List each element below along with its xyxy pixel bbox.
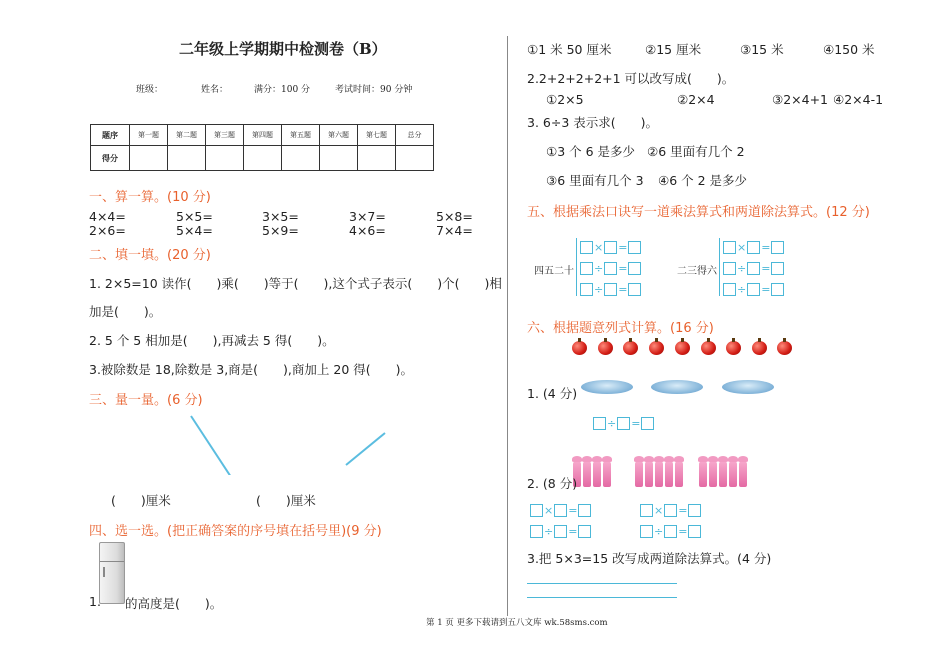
- vase-image: [709, 461, 717, 487]
- calc-item: 4×4=: [89, 209, 126, 224]
- choose-q1-option: ④150 米: [823, 42, 875, 57]
- answer-box[interactable]: [628, 241, 641, 254]
- plate-image: [722, 380, 774, 394]
- score-cell[interactable]: [130, 146, 168, 171]
- choose-q3-option: ①3 个 6 是多少: [546, 144, 636, 159]
- answer-box[interactable]: [593, 417, 606, 430]
- vase-image: [635, 461, 643, 487]
- answer-box[interactable]: [628, 283, 641, 296]
- score-header-cell: 第五题: [282, 125, 320, 146]
- footer: 第 1 页 更多下载请到五八文库 wk.58sms.com: [426, 618, 608, 628]
- answer-box[interactable]: [640, 525, 653, 538]
- calc-item: 4×6=: [349, 223, 386, 238]
- equation-divide: ÷ =: [640, 524, 701, 538]
- answer-box[interactable]: [641, 417, 654, 430]
- score-cell[interactable]: [358, 146, 396, 171]
- answer-box[interactable]: [578, 525, 591, 538]
- choose-q1-text: 的高度是( )。: [125, 596, 223, 611]
- answer-box[interactable]: [580, 283, 593, 296]
- equation-divide: ÷ =: [580, 261, 641, 275]
- score-header-cell: 第六题: [320, 125, 358, 146]
- measure-line-2: [346, 433, 385, 465]
- bracket: [576, 238, 577, 296]
- answer-box[interactable]: [664, 525, 677, 538]
- choose-q2-option: ②2×4: [677, 92, 715, 107]
- equation-multiply: × =: [580, 240, 641, 254]
- choose-q2-option: ①2×5: [546, 92, 584, 107]
- section-5-title: 五、根据乘法口诀写一道乘法算式和两道除法算式。(12 分): [527, 205, 870, 220]
- name-label: 姓名：: [201, 85, 229, 95]
- answer-box[interactable]: [771, 241, 784, 254]
- answer-box[interactable]: [554, 504, 567, 517]
- answer-box[interactable]: [604, 283, 617, 296]
- score-cell[interactable]: [206, 146, 244, 171]
- plate-image: [581, 380, 633, 394]
- answer-line[interactable]: [527, 597, 677, 598]
- score-header-cell: 题序: [91, 125, 130, 146]
- vase-image: [729, 461, 737, 487]
- choose-q3-option: ②6 里面有几个 2: [647, 144, 745, 159]
- q6-1-label: 1. (4 分): [527, 386, 578, 401]
- rhyme-1: 四五二十: [534, 266, 574, 277]
- vase-image: [665, 461, 673, 487]
- choose-q3-option: ④6 个 2 是多少: [658, 173, 748, 188]
- score-row-label: 得分: [91, 146, 130, 171]
- answer-box[interactable]: [688, 504, 701, 517]
- answer-box[interactable]: [580, 262, 593, 275]
- fill-q3: 3.被除数是 18,除数是 3,商是( ),商加上 20 得( )。: [89, 362, 414, 377]
- calc-item: 3×7=: [349, 209, 386, 224]
- vase-image: [583, 461, 591, 487]
- calc-item: 5×8=: [436, 209, 473, 224]
- apple-image: [726, 341, 741, 355]
- equation-multiply: × =: [640, 503, 701, 517]
- score-header-cell: 第三题: [206, 125, 244, 146]
- answer-box[interactable]: [747, 262, 760, 275]
- apple-image: [572, 341, 587, 355]
- equation-divide: ÷ =: [723, 282, 784, 296]
- score-cell[interactable]: [244, 146, 282, 171]
- choose-q2-option: ③2×4+1: [772, 92, 829, 107]
- class-label: 班级：: [136, 85, 164, 95]
- equation-divide: ÷ =: [530, 524, 591, 538]
- apple-image: [777, 341, 792, 355]
- section-2-title: 二、填一填。(20 分): [89, 248, 211, 263]
- choose-q2: 2.2+2+2+2+1 可以改写成( )。: [527, 71, 735, 86]
- vase-image: [719, 461, 727, 487]
- vase-image: [675, 461, 683, 487]
- answer-box[interactable]: [771, 262, 784, 275]
- choose-q3: 3. 6÷3 表示求( )。: [527, 115, 659, 130]
- measure-answer-1: ( )厘米: [111, 493, 171, 508]
- calc-item: 5×5=: [176, 209, 213, 224]
- measure-line-1: [191, 416, 231, 475]
- bracket: [719, 238, 720, 296]
- fill-q1-line2: 加是( )。: [89, 304, 162, 319]
- score-header-cell: 第一题: [130, 125, 168, 146]
- equation-divide: ÷ =: [723, 261, 784, 275]
- calc-item: 5×4=: [176, 223, 213, 238]
- answer-box[interactable]: [580, 241, 593, 254]
- vase-image: [645, 461, 653, 487]
- score-header-cell: 第二题: [168, 125, 206, 146]
- page-title: 二年级上学期期中检测卷（B）: [179, 40, 387, 58]
- apple-image: [649, 341, 664, 355]
- full-marks: 满分：100 分: [254, 85, 311, 95]
- choose-q3-option: ③6 里面有几个 3: [546, 173, 644, 188]
- answer-box[interactable]: [747, 241, 760, 254]
- answer-box[interactable]: [688, 525, 701, 538]
- score-cell[interactable]: [282, 146, 320, 171]
- answer-box[interactable]: [554, 525, 567, 538]
- score-cell[interactable]: [168, 146, 206, 171]
- q6-3-text: 3.把 5×3=15 改写成两道除法算式。(4 分): [527, 551, 772, 566]
- choose-q1-option: ②15 厘米: [645, 42, 702, 57]
- vase-image: [603, 461, 611, 487]
- answer-box[interactable]: [664, 504, 677, 517]
- answer-box[interactable]: [578, 504, 591, 517]
- measure-answer-2: ( )厘米: [256, 493, 316, 508]
- q6-2-label: 2. (8 分): [527, 476, 578, 491]
- score-header-cell: 第四题: [244, 125, 282, 146]
- answer-box[interactable]: [640, 504, 653, 517]
- answer-box[interactable]: [604, 262, 617, 275]
- choose-q2-option: ④2×4-1: [833, 92, 884, 107]
- equation-divide: ÷ =: [580, 282, 641, 296]
- answer-box[interactable]: [771, 283, 784, 296]
- apple-image: [701, 341, 716, 355]
- equation-multiply: × =: [530, 503, 591, 517]
- score-cell[interactable]: [320, 146, 358, 171]
- refrigerator-image: [99, 542, 125, 604]
- answer-box[interactable]: [723, 241, 736, 254]
- calc-item: 2×6=: [89, 223, 126, 238]
- score-header-cell: 总分: [396, 125, 434, 146]
- answer-box[interactable]: [530, 525, 543, 538]
- score-header-cell: 第七题: [358, 125, 396, 146]
- section-6-title: 六、根据题意列式计算。(16 分): [527, 321, 714, 336]
- calc-item: 5×9=: [262, 223, 299, 238]
- answer-line[interactable]: [527, 583, 677, 584]
- choose-q1-number: 1.: [89, 594, 101, 609]
- apple-image: [752, 341, 767, 355]
- vase-image: [739, 461, 747, 487]
- answer-box[interactable]: [723, 283, 736, 296]
- answer-box[interactable]: [628, 262, 641, 275]
- exam-time: 考试时间：90 分钟: [335, 85, 413, 95]
- vase-image: [699, 461, 707, 487]
- answer-box[interactable]: [530, 504, 543, 517]
- plate-image: [651, 380, 703, 394]
- answer-box[interactable]: [604, 241, 617, 254]
- fill-q1-line1: 1. 2×5=10 读作( )乘( )等于( ),这个式子表示( )个( )相: [89, 276, 502, 291]
- vase-image: [655, 461, 663, 487]
- vase-image: [593, 461, 601, 487]
- apple-image: [675, 341, 690, 355]
- equation-multiply: × =: [723, 240, 784, 254]
- column-divider: [507, 36, 508, 616]
- score-table: [90, 124, 434, 171]
- section-3-title: 三、量一量。(6 分): [89, 393, 203, 408]
- choose-q1-option: ①1 米 50 厘米: [527, 42, 612, 57]
- section-1-title: 一、算一算。(10 分): [89, 190, 211, 205]
- calc-item: 3×5=: [262, 209, 299, 224]
- section-4-title: 四、选一选。(把正确答案的序号填在括号里)(9 分): [89, 524, 382, 539]
- apple-image: [598, 341, 613, 355]
- calc-item: 7×4=: [436, 223, 473, 238]
- rhyme-2: 二三得六: [677, 266, 717, 277]
- equation-divide: ÷ =: [593, 416, 654, 430]
- score-cell[interactable]: [396, 146, 434, 171]
- measure-lines: [185, 395, 395, 475]
- apple-image: [623, 341, 638, 355]
- fill-q2: 2. 5 个 5 相加是( ),再减去 5 得( )。: [89, 333, 335, 348]
- answer-box[interactable]: [617, 417, 630, 430]
- answer-box[interactable]: [747, 283, 760, 296]
- answer-box[interactable]: [723, 262, 736, 275]
- choose-q1-option: ③15 米: [740, 42, 784, 57]
